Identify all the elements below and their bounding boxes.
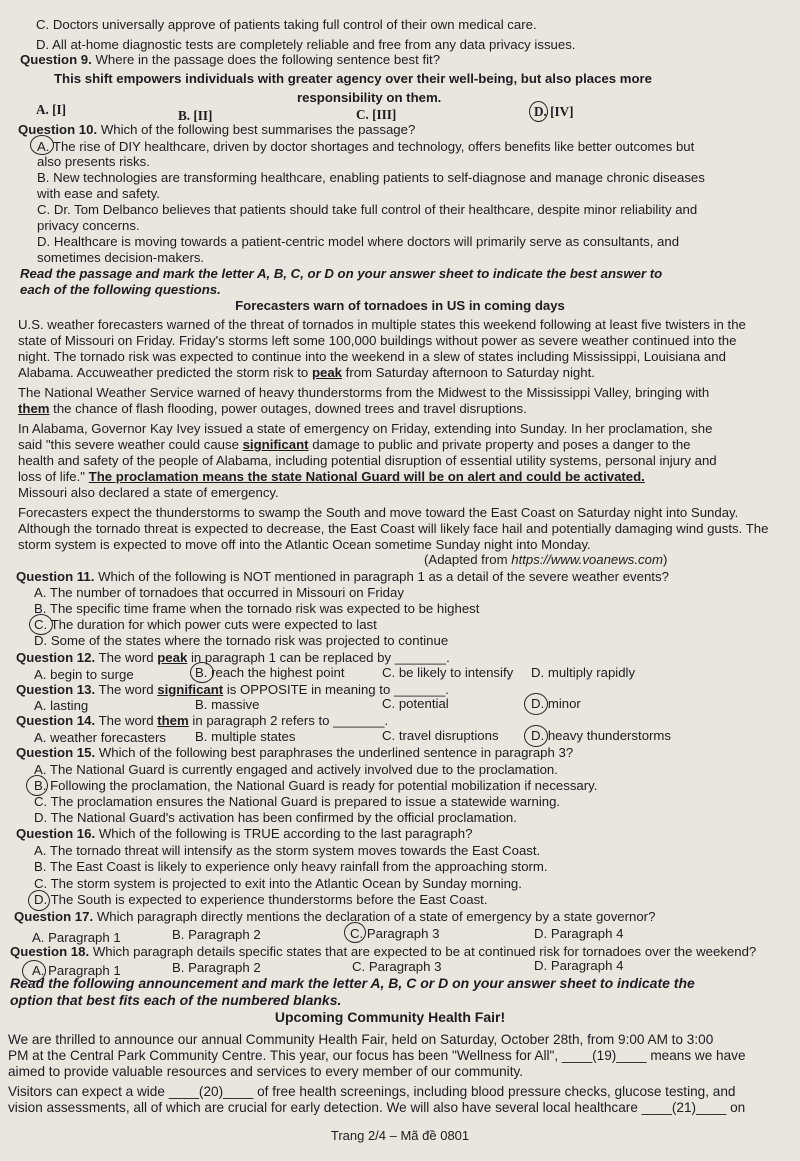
word-peak: peak [311, 365, 342, 380]
word-significant: significant [242, 437, 309, 452]
q10-option-a-line-2: also presents risks. [37, 154, 150, 169]
word-them: them [18, 401, 50, 416]
q8-option-c: C. Doctors universally approve of patients taking full control of their own medical care. [36, 17, 537, 32]
q13-answer-circle [524, 693, 548, 715]
p1-line-2: state of Missouri on Friday. Friday's storms left some 100,000 buildings without power as severe weather continued into the [18, 333, 737, 348]
q18-option-a: A. Paragraph 1 [32, 963, 121, 978]
instruction-announcement-line-1: Read the following announcement and mark the letter A, B, C or D on your answer sheet to indicate the [10, 975, 695, 991]
q15-option-b: B. Following the proclamation, the National Guard is ready for potential mobilization if necessary. [34, 778, 598, 793]
p4-line-2: Although the tornado threat is expected to decrease, the East Coast will likely face hail and potentially damaging wind gusts. The [18, 521, 769, 536]
instruction-announcement-line-2: option that best fits each of the numbered blanks. [10, 992, 342, 1008]
q11-answer-circle [29, 614, 53, 635]
q9-answer-circle [529, 101, 548, 122]
p2-line-2: them the chance of flash flooding, power outages, downed trees and travel disruptions. [18, 401, 527, 416]
q17-option-d: D. Paragraph 4 [534, 926, 624, 941]
q14-option-c: C. travel disruptions [382, 728, 499, 743]
q12-option-c: C. be likely to intensify [382, 665, 514, 680]
p4-line-3: storm system is expected to move off into the Atlantic Ocean sometime Sunday night into Monday. [18, 537, 591, 552]
q15-option-a: A. The National Guard is currently engaged and actively involved due to the proclamation. [34, 762, 558, 777]
q13-option-c: C. potential [382, 696, 449, 711]
a2-line-2: vision assessments, all of which are crucial for early detection. We will also have several local healthcare ____(21)____ on [8, 1100, 746, 1115]
q13-stem: Question 13. The word significant is OPPOSITE in meaning to _______. [16, 682, 449, 697]
q11-stem: Question 11. Which of the following is NOT mentioned in paragraph 1 as a detail of the severe weather events? [16, 569, 669, 584]
q14-answer-circle [524, 725, 548, 747]
p2-line-1: The National Weather Service warned of heavy thunderstorms from the Midwest to the Mississippi Valley, bringing with [18, 385, 710, 400]
a1-line-1: We are thrilled to announce our annual Community Health Fair, held on Saturday, October 28th, from 9:00 AM to 3:00 [8, 1032, 714, 1047]
q10-option-d-line-1: D. Healthcare is moving towards a patient-centric model where doctors will primarily serve as consultants, and [37, 234, 680, 249]
p3-line-3: health and safety of the people of Alabama, including potential disruption of essential utility systems, personal injury and [18, 453, 717, 468]
q12-option-b: B. reach the highest point [195, 665, 345, 680]
q18-option-b: B. Paragraph 2 [172, 960, 261, 975]
q9-label: Question 9. [20, 52, 92, 67]
q18-option-c: C. Paragraph 3 [352, 959, 442, 974]
p4-line-1: Forecasters expect the thunderstorms to swamp the South and move toward the East Coast on Saturday night into Sunday. [18, 505, 739, 520]
p1-line-1: U.S. weather forecasters warned of the threat of tornados in multiple states this weekend following at least five twisters in the [18, 317, 746, 332]
q15-option-d: D. The National Guard's activation has been confirmed by the official proclamation. [34, 810, 517, 825]
q16-option-b: B. The East Coast is likely to experience only heavy rainfall from the approaching storm. [34, 859, 548, 874]
q10-stem [18, 122, 415, 137]
instruction-reading-line-2: each of the following questions. [20, 282, 221, 297]
passage-source: (Adapted from https://www.voanews.com) [424, 552, 668, 567]
q9-quote-line-1: This shift empowers individuals with greater agency over their well-being, but also places more [54, 71, 652, 86]
q9-stem [20, 52, 440, 67]
q12-option-a: A. begin to surge [34, 667, 134, 682]
q12-answer-circle [190, 662, 214, 683]
q16-option-a: A. The tornado threat will intensify as the storm system moves towards the East Coast. [34, 843, 541, 858]
q17-option-a: A. Paragraph 1 [32, 930, 121, 945]
a2-line-1: Visitors can expect a wide ____(20)____ of free health screenings, including blood pressure checks, glucose testing, and [8, 1084, 736, 1099]
q17-option-b: B. Paragraph 2 [172, 927, 261, 942]
q15-stem: Question 15. Which of the following best paraphrases the underlined sentence in paragraph 3? [16, 745, 574, 760]
q10-label: Question 10. [18, 122, 98, 137]
q14-option-d: D. heavy thunderstorms [531, 728, 671, 743]
q9-option-d: D. [IV] [534, 104, 574, 119]
p3-line-2: said "this severe weather could cause significant damage to public and private property and poses a danger to the [18, 437, 691, 452]
passage-title: Forecasters warn of tornadoes in US in coming days [235, 298, 565, 313]
q13-option-b: B. massive [195, 697, 260, 712]
q11-option-c: C. The duration for which power cuts were expected to last [34, 617, 377, 632]
p3-line-1: In Alabama, Governor Kay Ivey issued a state of emergency on Friday, extending into Sunday. In her proclamation, she [18, 421, 713, 436]
q9-text: Where in the passage does the following sentence best fit? [95, 52, 441, 67]
q9-option-b: B. [II] [178, 108, 213, 123]
q16-option-c: C. The storm system is projected to exit into the Atlantic Ocean by Sunday morning. [34, 876, 522, 891]
q10-option-c-line-2: privacy concerns. [37, 218, 140, 233]
q11-option-a: A. The number of tornadoes that occurred in Missouri on Friday [34, 585, 404, 600]
p1-line-4: Alabama. Accuweather predicted the storm risk to peak from Saturday afternoon to Saturday night. [18, 365, 595, 380]
q14-option-a: A. weather forecasters [34, 730, 166, 745]
q14-option-b: B. multiple states [195, 729, 296, 744]
q10-option-b-line-2: with ease and safety. [37, 186, 160, 201]
q10-option-d-line-2: sometimes decision-makers. [37, 250, 205, 265]
q10-text: Which of the following best summarises the passage? [100, 122, 416, 137]
q15-option-c: C. The proclamation ensures the National Guard is prepared to issue a statewide warning. [34, 794, 561, 809]
q11-option-b: B. The specific time frame when the tornado risk was expected to be highest [34, 601, 480, 616]
q8-option-d: D. All at-home diagnostic tests are completely reliable and free from any data privacy issues. [36, 37, 576, 52]
q10-answer-circle [30, 135, 54, 155]
q13-option-a: A. lasting [34, 698, 89, 713]
q12-option-d: D. multiply rapidly [531, 665, 636, 680]
announcement-title: Upcoming Community Health Fair! [274, 1009, 506, 1025]
q17-stem: Question 17. Which paragraph directly mentions the declaration of a state of emergency by a state governor? [14, 909, 656, 924]
p3-line-5: Missouri also declared a state of emergency. [18, 485, 279, 500]
q16-stem: Question 16. Which of the following is TRUE according to the last paragraph? [16, 826, 473, 841]
a1-line-2: PM at the Central Park Community Centre. This year, our focus has been "Wellness for All", ____(19)____ means we have [8, 1048, 746, 1063]
a1-line-3: aimed to provide valuable resources and services to every member of our community. [8, 1064, 524, 1079]
q15-answer-circle [26, 775, 48, 796]
q16-answer-circle [28, 890, 50, 911]
page-footer: Trang 2/4 – Mã đề 0801 [330, 1128, 470, 1143]
q9-option-c: C. [III] [356, 107, 397, 122]
instruction-reading-line-1: Read the passage and mark the letter A, B, C, or D on your answer sheet to indicate the best answer to [20, 266, 663, 281]
q18-stem: Question 18. Which paragraph details specific states that are expected to be at continued risk for tornadoes over the weekend? [10, 944, 757, 959]
q17-answer-circle [344, 922, 366, 943]
q16-option-d: D. The South is expected to experience thunderstorms before the East Coast. [34, 892, 488, 907]
q9-option-a: A. [I] [36, 102, 67, 117]
p3-line-4: loss of life." The proclamation means the state National Guard will be on alert and could be activated. [18, 469, 645, 484]
q14-stem: Question 14. The word them in paragraph 2 refers to _______. [16, 713, 389, 728]
p1-line-3: night. The tornado risk was expected to continue into the weekend in a slew of states including Mississippi, Louisiana and [18, 349, 726, 364]
q12-stem: Question 12. The word peak in paragraph 1 can be replaced by _______. [16, 650, 450, 665]
underlined-sentence: The proclamation means the state National Guard will be on alert and could be activated. [88, 469, 645, 484]
q10-option-a-line-1: A. The rise of DIY healthcare, driven by doctor shortages and technology, offers benefits like better outcomes but [37, 139, 695, 154]
q9-quote-line-2: responsibility on them. [297, 90, 442, 105]
q18-option-d: D. Paragraph 4 [534, 958, 624, 973]
q13-option-d: D. minor [531, 696, 581, 711]
q17-option-c: C. Paragraph 3 [350, 926, 440, 941]
q10-option-c-line-1: C. Dr. Tom Delbanco believes that patients should take full control of their healthcare, despite minor reliability and [37, 202, 698, 217]
q11-option-d: D. Some of the states where the tornado risk was projected to continue [34, 633, 449, 648]
q10-option-b-line-1: B. New technologies are transforming healthcare, enabling patients to self-diagnose and manage chronic diseases [37, 170, 705, 185]
